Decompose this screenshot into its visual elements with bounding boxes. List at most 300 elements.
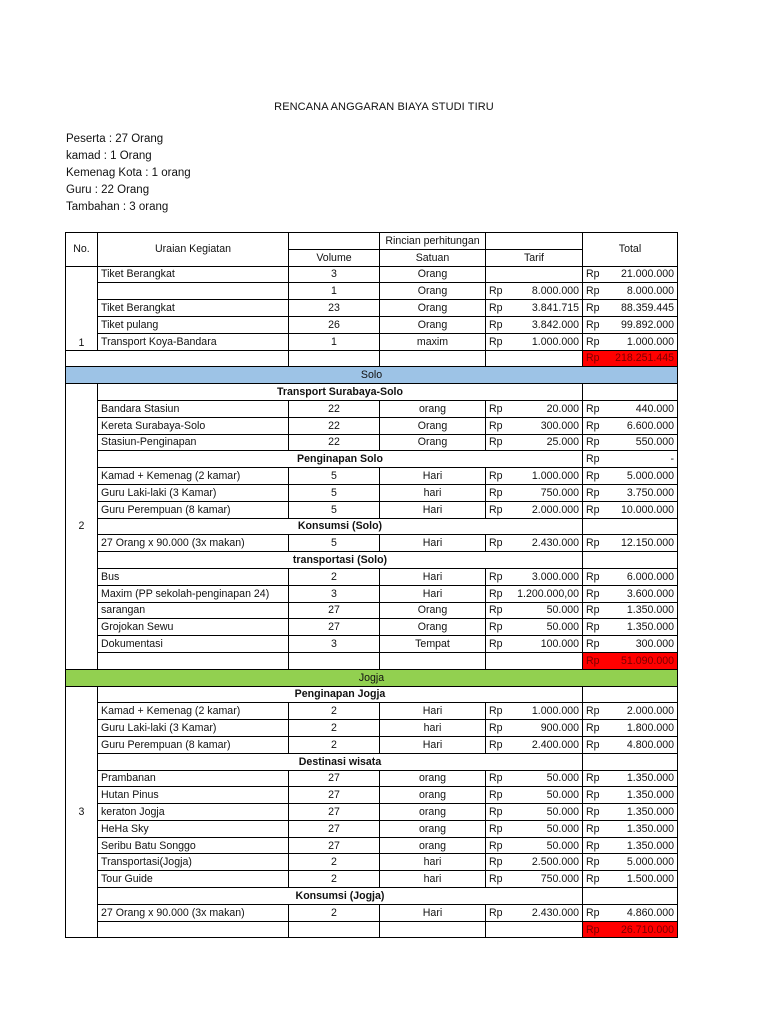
money-value (586, 503, 674, 517)
uraian-cell: Seribu Batu Songgo (98, 837, 289, 854)
currency-label: Rp (586, 503, 600, 516)
band-jogja-label: Jogja (66, 669, 678, 686)
money-value (489, 335, 579, 349)
money-value (489, 402, 579, 416)
amount: 1.350.000 (626, 789, 674, 802)
amount: 750.000 (540, 486, 579, 499)
volume-cell: 1 (289, 333, 380, 350)
volume-cell: 27 (289, 804, 380, 821)
satuan-cell: maxim (380, 333, 486, 350)
table-row (66, 619, 678, 636)
table-row (66, 568, 678, 585)
total-cell (583, 451, 678, 468)
money-value (489, 704, 579, 718)
amount: 12.150.000 (620, 537, 674, 550)
empty-cell (583, 552, 678, 569)
total-cell (583, 300, 678, 317)
currency-label: Rp (586, 302, 600, 315)
row-number: 1 (66, 266, 98, 350)
money-value (586, 318, 674, 332)
empty-cell (583, 518, 678, 535)
amount: 6.600.000 (626, 419, 674, 432)
currency-label: Rp (586, 722, 600, 734)
uraian-cell: 27 Orang x 90.000 (3x makan) (98, 535, 289, 552)
subheader-label: Penginapan Solo (98, 451, 583, 468)
money-value (489, 855, 579, 869)
tarif-cell (486, 602, 583, 619)
table-row (66, 736, 678, 753)
volume-cell: 2 (289, 568, 380, 585)
tarif-cell (486, 820, 583, 837)
amount: 10.000.000 (620, 503, 674, 516)
money-value (586, 721, 674, 735)
amount: 21.000.000 (620, 268, 674, 281)
amount: 1.000.000 (626, 335, 674, 348)
currency-label: Rp (586, 318, 600, 331)
currency-label: Rp (586, 419, 600, 432)
currency-label: Rp (489, 503, 503, 516)
currency-label: Rp (489, 318, 503, 331)
volume-cell: 3 (289, 266, 380, 283)
satuan-cell: Hari (380, 568, 486, 585)
table-row (66, 636, 678, 653)
amount: 1.000.000 (531, 470, 579, 483)
volume-cell: 27 (289, 820, 380, 837)
total-cell (583, 804, 678, 821)
volume-cell: 22 (289, 417, 380, 434)
amount: 2.400.000 (531, 738, 579, 751)
amount: 20.000 (546, 402, 579, 415)
subheader-label: transportasi (Solo) (98, 552, 583, 569)
amount: 1.350.000 (626, 839, 674, 852)
money-value (586, 536, 674, 550)
total-cell (583, 787, 678, 804)
total-cell (583, 266, 678, 283)
volume-cell: 2 (289, 703, 380, 720)
money-value (586, 486, 674, 500)
currency-label: Rp (489, 789, 503, 802)
uraian-cell: Tiket Berangkat (98, 266, 289, 283)
header-rincian-spacer (289, 233, 380, 250)
money-value (489, 536, 579, 550)
empty-cell (98, 652, 289, 669)
info-line: kamad : 1 Orang (66, 150, 152, 162)
budget-table (65, 232, 678, 938)
money-value (586, 301, 674, 315)
band-solo-label: Solo (66, 367, 678, 384)
currency-label: Rp (586, 486, 600, 499)
tarif-cell (486, 720, 583, 737)
money-value (586, 402, 674, 416)
table-row (66, 703, 678, 720)
table-row (66, 904, 678, 921)
money-value (489, 738, 579, 752)
empty-cell (380, 350, 486, 367)
total-cell (583, 602, 678, 619)
uraian-cell: Dokumentasi (98, 636, 289, 653)
currency-label: Rp (586, 873, 600, 886)
uraian-cell: Transportasi(Jogja) (98, 854, 289, 871)
money-value (489, 822, 579, 836)
money-value (586, 805, 674, 819)
empty-cell (583, 384, 678, 401)
header-total: Total (583, 233, 678, 267)
subheader-label: Konsumsi (Solo) (98, 518, 583, 535)
amount: 300.000 (540, 419, 579, 432)
currency-label: Rp (586, 402, 600, 415)
total-cell (583, 484, 678, 501)
uraian-cell: Kamad + Kemenag (2 kamar) (98, 468, 289, 485)
uraian-cell: Bus (98, 568, 289, 585)
volume-cell: 27 (289, 602, 380, 619)
amount: 218.251.445 (615, 352, 674, 365)
satuan-cell: Tempat (380, 636, 486, 653)
currency-label: Rp (489, 470, 503, 483)
satuan-cell: Hari (380, 585, 486, 602)
uraian-cell: Tour Guide (98, 871, 289, 888)
tarif-cell (486, 904, 583, 921)
total-cell (583, 619, 678, 636)
amount: 1.350.000 (626, 604, 674, 617)
satuan-cell: orang (380, 770, 486, 787)
money-value (586, 872, 674, 886)
table-row (66, 535, 678, 552)
amount: 25.000 (546, 436, 579, 449)
total-cell (583, 400, 678, 417)
table-row (66, 871, 678, 888)
subtotal-row (66, 921, 678, 938)
money-value (489, 503, 579, 517)
tarif-cell (486, 703, 583, 720)
money-value (586, 335, 674, 349)
total-cell (583, 736, 678, 753)
table-row (66, 804, 678, 821)
total-cell (583, 820, 678, 837)
money-value (489, 620, 579, 634)
table-row (66, 316, 678, 333)
total-cell (583, 501, 678, 518)
currency-label: Rp (586, 839, 600, 852)
money-value (489, 284, 579, 298)
table-row (66, 300, 678, 317)
table-row (66, 787, 678, 804)
subheader-row (66, 451, 678, 468)
money-value (489, 805, 579, 819)
amount: 1.800.000 (626, 722, 674, 734)
table-row (66, 837, 678, 854)
currency-label: Rp (489, 587, 503, 600)
uraian-cell: Kamad + Kemenag (2 kamar) (98, 703, 289, 720)
subheader-label: Destinasi wisata (98, 753, 583, 770)
currency-label: Rp (489, 873, 503, 886)
participant-info (66, 131, 191, 216)
amount: 1.350.000 (626, 805, 674, 818)
amount: 50.000 (546, 604, 579, 617)
currency-label: Rp (489, 419, 503, 432)
currency-label: Rp (489, 738, 503, 751)
amount: 3.842.000 (531, 318, 579, 331)
money-value (489, 637, 579, 651)
currency-label: Rp (586, 772, 600, 785)
amount: 50.000 (546, 822, 579, 835)
currency-label: Rp (586, 453, 600, 466)
uraian-cell: sarangan (98, 602, 289, 619)
empty-cell (66, 350, 289, 367)
money-value (586, 620, 674, 634)
uraian-cell: keraton Jogja (98, 804, 289, 821)
money-value (586, 822, 674, 836)
volume-cell: 27 (289, 787, 380, 804)
currency-label: Rp (586, 470, 600, 483)
amount: 900.000 (540, 722, 579, 734)
volume-cell: 2 (289, 871, 380, 888)
satuan-cell: Orang (380, 283, 486, 300)
total-cell (583, 434, 678, 451)
currency-label: Rp (586, 738, 600, 751)
empty-cell (289, 921, 380, 938)
table-row (66, 468, 678, 485)
money-value (586, 452, 674, 466)
info-line: Guru : 22 Orang (66, 184, 150, 196)
currency-label: Rp (489, 705, 503, 718)
satuan-cell: orang (380, 400, 486, 417)
uraian-cell: Hutan Pinus (98, 787, 289, 804)
volume-cell: 27 (289, 619, 380, 636)
amount: 51.090.000 (620, 654, 674, 667)
row-number: 3 (66, 686, 98, 938)
amount: 100.000 (540, 638, 579, 651)
band-solo (66, 367, 678, 384)
total-cell (583, 585, 678, 602)
empty-cell (289, 350, 380, 367)
money-value (586, 906, 674, 920)
uraian-cell: Guru Laki-laki (3 Kamar) (98, 720, 289, 737)
row-number: 2 (66, 384, 98, 670)
total-cell (583, 904, 678, 921)
money-value (586, 587, 674, 601)
satuan-cell: Orang (380, 434, 486, 451)
currency-label: Rp (586, 789, 600, 802)
amount: 3.000.000 (531, 570, 579, 583)
tarif-cell (486, 484, 583, 501)
amount: 2.000.000 (626, 705, 674, 718)
uraian-cell: Tiket pulang (98, 316, 289, 333)
table-row (66, 602, 678, 619)
volume-cell: 26 (289, 316, 380, 333)
table-row (66, 400, 678, 417)
currency-label: Rp (586, 268, 600, 281)
currency-label: Rp (586, 705, 600, 718)
amount: 440.000 (635, 402, 674, 415)
document-title: RENCANA ANGGARAN BIAYA STUDI TIRU (274, 101, 494, 113)
tarif-cell (486, 283, 583, 300)
uraian-cell: Prambanan (98, 770, 289, 787)
subheader-row (66, 753, 678, 770)
amount: 4.860.000 (626, 906, 674, 919)
table-row (66, 501, 678, 518)
volume-cell: 5 (289, 484, 380, 501)
satuan-cell: orang (380, 804, 486, 821)
money-value (489, 906, 579, 920)
currency-label: Rp (489, 436, 503, 449)
tarif-cell (486, 535, 583, 552)
total-cell (583, 468, 678, 485)
currency-label: Rp (489, 486, 503, 499)
table-row (66, 854, 678, 871)
subtotal-row (66, 350, 678, 367)
header-no: No. (66, 233, 98, 267)
header-satuan: Satuan (380, 249, 486, 266)
tarif-cell (486, 316, 583, 333)
subheader-label: Penginapan Jogja (98, 686, 583, 703)
currency-label: Rp (489, 906, 503, 919)
tarif-cell (486, 871, 583, 888)
currency-label: Rp (489, 722, 503, 734)
currency-label: Rp (489, 856, 503, 869)
amount: 2.000.000 (531, 503, 579, 516)
volume-cell: 3 (289, 636, 380, 653)
tarif-cell (486, 434, 583, 451)
money-value (586, 351, 674, 365)
currency-label: Rp (586, 587, 600, 600)
tarif-cell (486, 619, 583, 636)
subheader-row (66, 552, 678, 569)
amount: 5.000.000 (626, 856, 674, 869)
volume-cell: 23 (289, 300, 380, 317)
band-jogja (66, 669, 678, 686)
tarif-cell (486, 568, 583, 585)
uraian-cell: HeHa Sky (98, 820, 289, 837)
currency-label: Rp (489, 805, 503, 818)
satuan-cell: Hari (380, 736, 486, 753)
uraian-cell: 27 Orang x 90.000 (3x makan) (98, 904, 289, 921)
amount: 1.350.000 (626, 621, 674, 634)
volume-cell: 5 (289, 535, 380, 552)
currency-label: Rp (586, 923, 600, 936)
money-value (586, 419, 674, 433)
money-value (489, 587, 579, 601)
header-row (66, 233, 678, 250)
amount: 1.000.000 (531, 705, 579, 718)
satuan-cell: Orang (380, 417, 486, 434)
satuan-cell: hari (380, 484, 486, 501)
tarif-cell (486, 770, 583, 787)
money-value (489, 469, 579, 483)
total-cell (583, 333, 678, 350)
currency-label: Rp (586, 638, 600, 651)
subheader-row (66, 888, 678, 905)
currency-label: Rp (489, 570, 503, 583)
subheader-row (66, 518, 678, 535)
amount: 88.359.445 (620, 302, 674, 315)
empty-cell (486, 350, 583, 367)
amount: 26.710.000 (620, 923, 674, 936)
header-rincian-spacer (486, 233, 583, 250)
tarif-cell (486, 585, 583, 602)
currency-label: Rp (586, 285, 600, 298)
table-row (66, 333, 678, 350)
money-value (489, 788, 579, 802)
satuan-cell: hari (380, 854, 486, 871)
currency-label: Rp (489, 638, 503, 651)
money-value (489, 771, 579, 785)
currency-label: Rp (489, 302, 503, 315)
amount: 300.000 (635, 638, 674, 651)
money-value (489, 721, 579, 735)
table-row (66, 283, 678, 300)
subtotal-row (66, 652, 678, 669)
amount: 4.800.000 (626, 738, 674, 751)
amount: 3.600.000 (626, 587, 674, 600)
currency-label: Rp (489, 772, 503, 785)
total-cell (583, 417, 678, 434)
currency-label: Rp (586, 822, 600, 835)
uraian-cell: Stasiun-Penginapan (98, 434, 289, 451)
subtotal-cell (583, 350, 678, 367)
currency-label: Rp (586, 856, 600, 869)
currency-label: Rp (489, 621, 503, 634)
amount: 1.200.000,00 (517, 587, 579, 600)
money-value (489, 603, 579, 617)
info-line: Kemenag Kota : 1 orang (66, 167, 191, 179)
satuan-cell: Orang (380, 266, 486, 283)
volume-cell: 5 (289, 501, 380, 518)
satuan-cell: Orang (380, 619, 486, 636)
total-cell (583, 720, 678, 737)
uraian-cell: Kereta Surabaya-Solo (98, 417, 289, 434)
amount: 1.350.000 (626, 822, 674, 835)
amount: 1.350.000 (626, 772, 674, 785)
money-value (489, 486, 579, 500)
subheader-row (66, 384, 678, 401)
satuan-cell: orang (380, 837, 486, 854)
empty-cell (486, 921, 583, 938)
total-cell (583, 854, 678, 871)
tarif-cell (486, 400, 583, 417)
satuan-cell: Orang (380, 300, 486, 317)
volume-cell: 2 (289, 736, 380, 753)
money-value (586, 435, 674, 449)
money-value (489, 570, 579, 584)
uraian-cell: Tiket Berangkat (98, 300, 289, 317)
tarif-cell (486, 333, 583, 350)
tarif-cell (486, 854, 583, 871)
tarif-cell (486, 736, 583, 753)
total-cell (583, 283, 678, 300)
volume-cell: 22 (289, 400, 380, 417)
uraian-cell (98, 283, 289, 300)
amount: 1.000.000 (531, 335, 579, 348)
money-value (586, 788, 674, 802)
satuan-cell: Orang (380, 316, 486, 333)
amount: 3.750.000 (626, 486, 674, 499)
satuan-cell: Hari (380, 904, 486, 921)
amount: 8.000.000 (626, 285, 674, 298)
currency-label: Rp (489, 335, 503, 348)
satuan-cell: hari (380, 871, 486, 888)
header-rincian: Rincian perhitungan (380, 233, 486, 250)
info-line: Tambahan : 3 orang (66, 201, 169, 213)
amount: 50.000 (546, 789, 579, 802)
total-cell (583, 703, 678, 720)
amount: 50.000 (546, 621, 579, 634)
info-line: Peserta : 27 Orang (66, 133, 164, 145)
total-cell (583, 837, 678, 854)
money-value (586, 267, 674, 281)
header-volume: Volume (289, 249, 380, 266)
satuan-cell: orang (380, 820, 486, 837)
amount: 550.000 (635, 436, 674, 449)
